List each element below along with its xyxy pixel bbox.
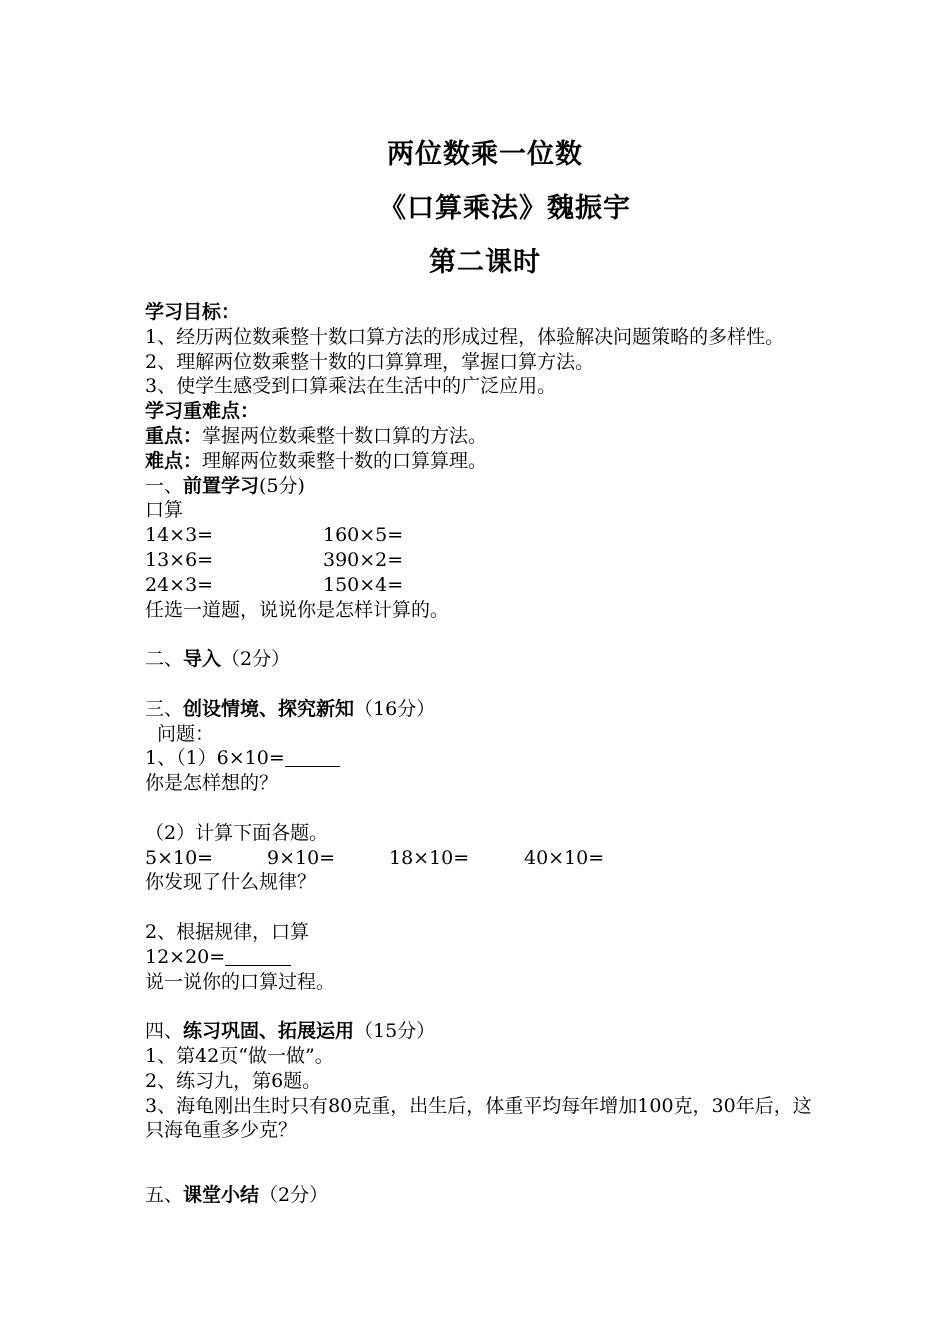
question-1-text: 1、（1）6×10= [145,747,285,770]
question-3-expr: 12×20= [145,945,226,968]
focus-line [145,424,825,449]
section-prefix: 四、 [145,1020,184,1043]
section-1-heading [145,474,825,499]
lesson-body [145,300,825,1208]
calc-item: 390×2= [323,548,404,571]
question-2-items [145,846,825,871]
question-3-follow: 说一说你的口算过程。 [145,970,336,993]
objective-item: 2、理解两位数乘整十数的口算算理，掌握口算方法。 [145,350,595,373]
key-points-heading: 学习重难点： [145,400,260,423]
objective-item: 1、经历两位数乘整十数口算方法的形成过程，体验解决问题策略的多样性。 [145,325,785,348]
section-5-heading [145,1183,825,1208]
sub-title: 《口算乘法》魏振宇 [379,193,631,224]
answer-blank[interactable] [225,946,291,966]
calc-item: 13×6= [145,548,214,571]
difficulty-label: 难点： [145,449,203,472]
calc-item: 5×10= [145,846,214,869]
calc-item: 24×3= [145,573,214,596]
practice-item: 3、海龟刚出生时只有80克重，出生后，体重平均每年增加100克，30年后，这只海龟重多少克？ [145,1094,812,1142]
section-prefix: 二、 [145,648,184,671]
section-prefix: 三、 [145,697,184,720]
section-1-prompt: 任选一道题，说说你是怎样计算的。 [145,598,450,621]
lesson-title: 第二课时 [429,247,541,278]
question-1 [145,746,825,771]
section-title: 创设情境、探究新知 [183,697,355,720]
section-3-heading [145,697,825,722]
calc-item: 18×10= [389,846,470,869]
question-3: 2、根据规律，口算 [145,920,310,943]
section-time: （15分） [354,1020,436,1043]
spacer [145,672,825,697]
calc-row [145,573,825,598]
objectives-heading: 学习目标： [145,301,241,323]
question-1-follow: 你是怎样想的？ [145,772,279,795]
calc-item: 150×4= [323,573,404,596]
calc-row [145,523,825,548]
practice-item: 1、第42页“做一做”。 [145,1044,334,1067]
question-2-follow: 你发现了什么规律？ [145,871,317,894]
section-2-heading [145,647,825,672]
calc-item: 14×3= [145,524,214,547]
focus-text: 掌握两位数乘整十数口算的方法。 [202,424,488,447]
calc-row [145,548,825,573]
section-title: 导入 [183,648,222,671]
spacer [145,994,825,1019]
section-prefix: 一、 [145,474,184,497]
spacer [145,796,825,821]
calc-item: 160×5= [323,524,404,547]
answer-blank[interactable] [285,747,340,767]
section-title: 前置学习 [183,474,260,497]
question-label: 问题： [157,722,215,745]
difficulty-text: 理解两位数乘整十数的口算算理。 [202,449,488,472]
objective-item: 3、使学生感受到口算乘法在生活中的广泛应用。 [145,375,557,398]
oral-calc-label: 口算 [145,499,184,522]
calc-item: 9×10= [267,846,336,869]
document-page [145,128,825,1208]
section-time: （2分） [221,648,291,671]
section-time: (5分) [259,474,305,497]
question-2: （2）计算下面各题。 [145,821,329,844]
spacer [145,1143,825,1183]
main-title: 两位数乘一位数 [387,139,583,170]
section-4-heading [145,1019,825,1044]
calc-item: 40×10= [524,846,605,869]
section-title: 课堂小结 [183,1184,260,1207]
section-prefix: 五、 [145,1184,184,1207]
focus-label: 重点： [145,424,203,447]
difficulty-line [145,449,825,474]
section-time: （16分） [354,697,436,720]
section-time: （2分） [259,1184,329,1207]
spacer [145,895,825,920]
question-3-expr-line [145,945,825,970]
practice-item: 2、练习九，第6题。 [145,1069,322,1092]
section-title: 练习巩固、拓展运用 [183,1020,355,1043]
spacer [145,622,825,647]
